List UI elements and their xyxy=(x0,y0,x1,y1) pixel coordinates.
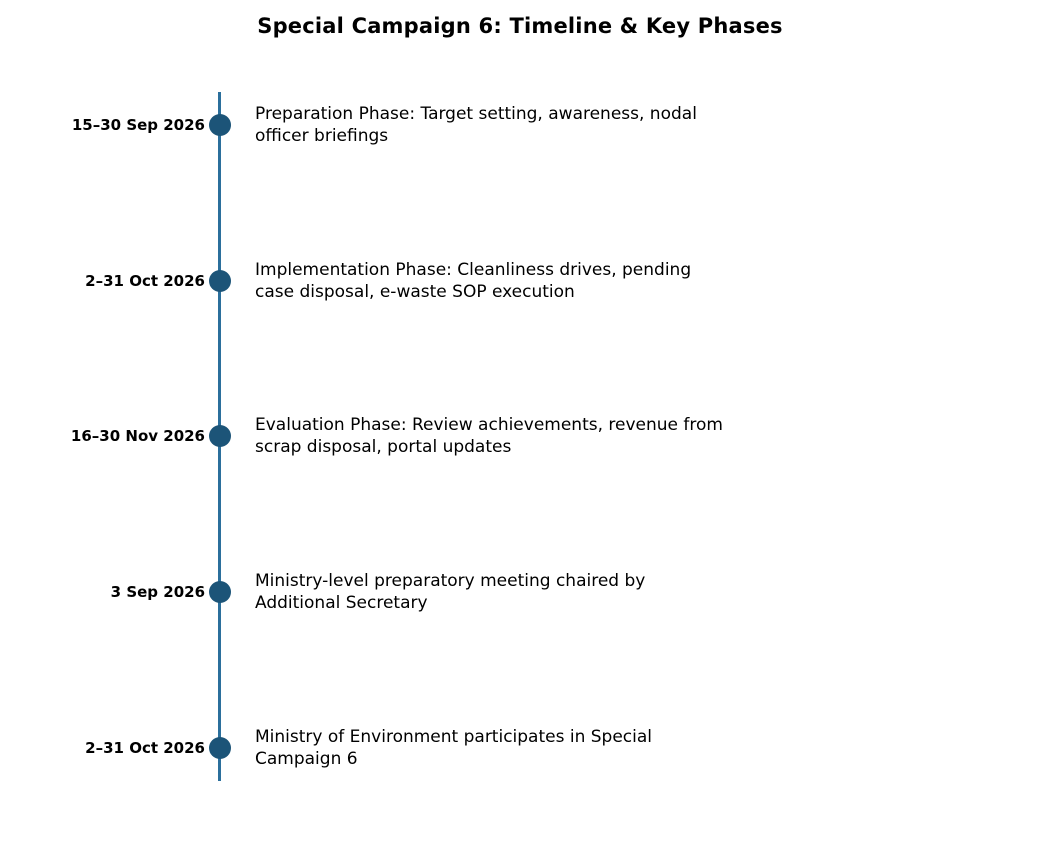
event-date: 16–30 Nov 2026 xyxy=(70,427,205,445)
event-date: 2–31 Oct 2026 xyxy=(85,272,205,290)
event-description: Ministry of Environment participates in Special Campaign 6 xyxy=(255,727,653,769)
event-description: Ministry-level preparatory meeting chaired by Additional Secretary xyxy=(255,571,646,613)
event-description: Implementation Phase: Cleanliness drives, pending case disposal, e-waste SOP execution xyxy=(255,260,692,302)
event-description: Preparation Phase: Target setting, awareness, nodal officer briefings xyxy=(255,104,697,146)
event-date: 15–30 Sep 2026 xyxy=(71,116,205,134)
timeline-marker-dot xyxy=(209,270,231,292)
timeline-marker-dot xyxy=(209,737,231,759)
event-date: 3 Sep 2026 xyxy=(110,583,205,601)
timeline-marker-dot xyxy=(209,581,231,603)
event-date: 2–31 Oct 2026 xyxy=(85,739,205,757)
event-description: Evaluation Phase: Review achievements, revenue from scrap disposal, portal updates xyxy=(255,415,723,457)
diagram-title: Special Campaign 6: Timeline & Key Phases xyxy=(257,14,783,38)
timeline-marker-dot xyxy=(209,114,231,136)
timeline-marker-dot xyxy=(209,425,231,447)
